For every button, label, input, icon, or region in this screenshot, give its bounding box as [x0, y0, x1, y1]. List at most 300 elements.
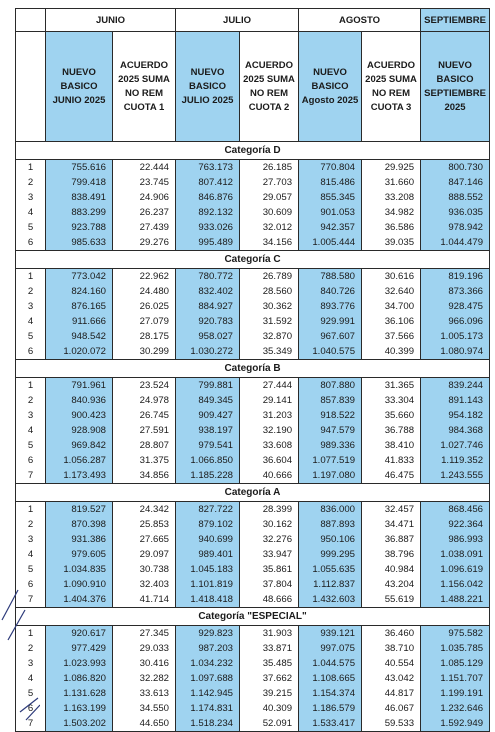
- level-cell: 4: [16, 423, 46, 438]
- amount-cell: 1.034.835: [46, 562, 113, 577]
- amount-cell: 27.345: [113, 626, 176, 642]
- col-nuevo-basico-junio: NUEVO BASICO JUNIO 2025: [46, 32, 113, 142]
- table-row: [16, 205, 490, 220]
- amount-cell: 24.342: [113, 502, 176, 518]
- amount-cell: 29.057: [240, 190, 299, 205]
- amount-cell: 39.215: [240, 686, 299, 701]
- amount-cell: 35.660: [362, 408, 421, 423]
- amount-cell: 33.871: [240, 641, 299, 656]
- amount-cell: 28.175: [113, 329, 176, 344]
- amount-cell: 958.027: [176, 329, 240, 344]
- table-row: [16, 329, 490, 344]
- amount-cell: 40.399: [362, 344, 421, 360]
- amount-cell: 849.345: [176, 393, 240, 408]
- level-cell: 4: [16, 314, 46, 329]
- table-row: [16, 160, 490, 176]
- amount-cell: 1.173.493: [46, 468, 113, 484]
- amount-cell: 32.403: [113, 577, 176, 592]
- amount-cell: 30.616: [362, 269, 421, 285]
- amount-cell: 34.700: [362, 299, 421, 314]
- table-row: [16, 284, 490, 299]
- amount-cell: 929.991: [299, 314, 362, 329]
- amount-cell: 900.423: [46, 408, 113, 423]
- amount-cell: 807.412: [176, 175, 240, 190]
- amount-cell: 59.533: [362, 716, 421, 732]
- table-row: [16, 269, 490, 285]
- table-row: [16, 577, 490, 592]
- amount-cell: 888.552: [421, 190, 490, 205]
- amount-cell: 984.368: [421, 423, 490, 438]
- amount-cell: 36.106: [362, 314, 421, 329]
- amount-cell: 1.185.228: [176, 468, 240, 484]
- amount-cell: 997.075: [299, 641, 362, 656]
- amount-cell: 48.666: [240, 592, 299, 608]
- table-row: [16, 532, 490, 547]
- col-acuerdo-cuota-3: ACUERDO 2025 SUMA NO REM CUOTA 3: [362, 32, 421, 142]
- amount-cell: 799.881: [176, 378, 240, 394]
- level-cell: 2: [16, 175, 46, 190]
- amount-cell: 31.592: [240, 314, 299, 329]
- amount-cell: 1.418.418: [176, 592, 240, 608]
- amount-cell: 920.783: [176, 314, 240, 329]
- level-cell: 3: [16, 190, 46, 205]
- amount-cell: 24.906: [113, 190, 176, 205]
- table-row: [16, 453, 490, 468]
- amount-cell: 28.807: [113, 438, 176, 453]
- amount-cell: 887.893: [299, 517, 362, 532]
- table-row: [16, 592, 490, 608]
- amount-cell: 879.102: [176, 517, 240, 532]
- amount-cell: 40.554: [362, 656, 421, 671]
- amount-cell: 29.141: [240, 393, 299, 408]
- amount-cell: 30.362: [240, 299, 299, 314]
- amount-cell: 30.609: [240, 205, 299, 220]
- amount-cell: 41.714: [113, 592, 176, 608]
- amount-cell: 33.304: [362, 393, 421, 408]
- amount-cell: 1.044.575: [299, 656, 362, 671]
- category-title: Categoría D: [16, 142, 490, 160]
- amount-cell: 855.345: [299, 190, 362, 205]
- amount-cell: 1.034.232: [176, 656, 240, 671]
- amount-cell: 948.542: [46, 329, 113, 344]
- amount-cell: 24.978: [113, 393, 176, 408]
- amount-cell: 1.151.707: [421, 671, 490, 686]
- amount-cell: 1.045.183: [176, 562, 240, 577]
- amount-cell: 29.097: [113, 547, 176, 562]
- amount-cell: 34.550: [113, 701, 176, 716]
- col-nuevo-basico-septiembre: NUEVO BASICO SEPTIEMBRE 2025: [421, 32, 490, 142]
- amount-cell: 44.817: [362, 686, 421, 701]
- amount-cell: 819.527: [46, 502, 113, 518]
- amount-cell: 33.613: [113, 686, 176, 701]
- amount-cell: 40.666: [240, 468, 299, 484]
- table-row: [16, 701, 490, 716]
- amount-cell: 31.203: [240, 408, 299, 423]
- amount-cell: 36.887: [362, 532, 421, 547]
- amount-cell: 892.132: [176, 205, 240, 220]
- amount-cell: 807.880: [299, 378, 362, 394]
- amount-cell: 950.106: [299, 532, 362, 547]
- amount-cell: 22.444: [113, 160, 176, 176]
- amount-cell: 942.357: [299, 220, 362, 235]
- amount-cell: 52.091: [240, 716, 299, 732]
- amount-cell: 27.079: [113, 314, 176, 329]
- amount-cell: 1.077.519: [299, 453, 362, 468]
- amount-cell: 791.961: [46, 378, 113, 394]
- amount-cell: 32.457: [362, 502, 421, 518]
- level-cell: 1: [16, 269, 46, 285]
- amount-cell: 975.582: [421, 626, 490, 642]
- amount-cell: 1.023.993: [46, 656, 113, 671]
- amount-cell: 1.097.688: [176, 671, 240, 686]
- level-cell: 2: [16, 517, 46, 532]
- amount-cell: 1.432.603: [299, 592, 362, 608]
- amount-cell: 969.842: [46, 438, 113, 453]
- table-row: [16, 175, 490, 190]
- level-cell: 6: [16, 235, 46, 251]
- level-cell: 7: [16, 468, 46, 484]
- table-row: [16, 626, 490, 642]
- level-cell: 3: [16, 532, 46, 547]
- amount-cell: 1.005.444: [299, 235, 362, 251]
- amount-cell: 35.485: [240, 656, 299, 671]
- amount-cell: 38.796: [362, 547, 421, 562]
- amount-cell: 967.607: [299, 329, 362, 344]
- table-row: [16, 468, 490, 484]
- amount-cell: 1.131.628: [46, 686, 113, 701]
- amount-cell: 989.401: [176, 547, 240, 562]
- table-row: [16, 378, 490, 394]
- amount-cell: 773.042: [46, 269, 113, 285]
- amount-cell: 24.480: [113, 284, 176, 299]
- amount-cell: 868.456: [421, 502, 490, 518]
- amount-cell: 32.282: [113, 671, 176, 686]
- amount-cell: 41.833: [362, 453, 421, 468]
- amount-cell: 38.710: [362, 641, 421, 656]
- amount-cell: 936.035: [421, 205, 490, 220]
- amount-cell: 34.856: [113, 468, 176, 484]
- col-acuerdo-cuota-2: ACUERDO 2025 SUMA NO REM CUOTA 2: [240, 32, 299, 142]
- amount-cell: 857.839: [299, 393, 362, 408]
- amount-cell: 34.156: [240, 235, 299, 251]
- amount-cell: 922.364: [421, 517, 490, 532]
- amount-cell: 1.040.575: [299, 344, 362, 360]
- amount-cell: 989.336: [299, 438, 362, 453]
- table-row: [16, 438, 490, 453]
- amount-cell: 29.276: [113, 235, 176, 251]
- amount-cell: 1.055.635: [299, 562, 362, 577]
- amount-cell: 1.108.665: [299, 671, 362, 686]
- amount-cell: 819.196: [421, 269, 490, 285]
- amount-cell: 32.276: [240, 532, 299, 547]
- amount-cell: 979.605: [46, 547, 113, 562]
- amount-cell: 838.491: [46, 190, 113, 205]
- col-nuevo-basico-agosto: NUEVO BASICO Agosto 2025: [299, 32, 362, 142]
- category-title: Categoría "ESPECIAL": [16, 608, 490, 626]
- amount-cell: 978.942: [421, 220, 490, 235]
- amount-cell: 1.404.376: [46, 592, 113, 608]
- level-cell: 1: [16, 378, 46, 394]
- amount-cell: 31.660: [362, 175, 421, 190]
- month-agosto: AGOSTO: [299, 9, 421, 32]
- amount-cell: 33.208: [362, 190, 421, 205]
- amount-cell: 34.471: [362, 517, 421, 532]
- amount-cell: 30.416: [113, 656, 176, 671]
- table-row: [16, 686, 490, 701]
- amount-cell: 37.662: [240, 671, 299, 686]
- amount-cell: 909.427: [176, 408, 240, 423]
- amount-cell: 928.908: [46, 423, 113, 438]
- category-header: [16, 142, 490, 160]
- table-row: [16, 423, 490, 438]
- amount-cell: 37.804: [240, 577, 299, 592]
- amount-cell: 928.475: [421, 299, 490, 314]
- amount-cell: 799.418: [46, 175, 113, 190]
- month-septiembre: SEPTIEMBRE: [421, 9, 490, 32]
- amount-cell: 23.524: [113, 378, 176, 394]
- amount-cell: 28.560: [240, 284, 299, 299]
- amount-cell: 1.112.837: [299, 577, 362, 592]
- amount-cell: 815.486: [299, 175, 362, 190]
- amount-cell: 36.460: [362, 626, 421, 642]
- level-cell: 3: [16, 656, 46, 671]
- amount-cell: 33.608: [240, 438, 299, 453]
- level-cell: 5: [16, 438, 46, 453]
- level-cell: 5: [16, 686, 46, 701]
- amount-cell: 26.237: [113, 205, 176, 220]
- amount-cell: 755.616: [46, 160, 113, 176]
- amount-cell: 893.776: [299, 299, 362, 314]
- amount-cell: 840.726: [299, 284, 362, 299]
- amount-cell: 923.788: [46, 220, 113, 235]
- amount-cell: 23.745: [113, 175, 176, 190]
- amount-cell: 27.591: [113, 423, 176, 438]
- level-cell: 2: [16, 641, 46, 656]
- amount-cell: 938.197: [176, 423, 240, 438]
- amount-cell: 827.722: [176, 502, 240, 518]
- amount-cell: 36.788: [362, 423, 421, 438]
- table-row: [16, 716, 490, 732]
- category-header: [16, 360, 490, 378]
- amount-cell: 1.020.072: [46, 344, 113, 360]
- amount-cell: 32.640: [362, 284, 421, 299]
- amount-cell: 43.042: [362, 671, 421, 686]
- amount-cell: 931.386: [46, 532, 113, 547]
- amount-cell: 901.053: [299, 205, 362, 220]
- table-row: [16, 220, 490, 235]
- amount-cell: 22.962: [113, 269, 176, 285]
- amount-cell: 1.197.080: [299, 468, 362, 484]
- amount-cell: 918.522: [299, 408, 362, 423]
- salary-table: [15, 8, 490, 732]
- level-cell: 1: [16, 502, 46, 518]
- amount-cell: 839.244: [421, 378, 490, 394]
- amount-cell: 770.804: [299, 160, 362, 176]
- level-cell: 2: [16, 393, 46, 408]
- amount-cell: 25.853: [113, 517, 176, 532]
- amount-cell: 836.000: [299, 502, 362, 518]
- amount-cell: 1.090.910: [46, 577, 113, 592]
- amount-cell: 1.154.374: [299, 686, 362, 701]
- table-row: [16, 562, 490, 577]
- table-row: [16, 344, 490, 360]
- amount-cell: 977.429: [46, 641, 113, 656]
- amount-cell: 1.066.850: [176, 453, 240, 468]
- amount-cell: 1.518.234: [176, 716, 240, 732]
- amount-cell: 27.444: [240, 378, 299, 394]
- amount-cell: 26.025: [113, 299, 176, 314]
- amount-cell: 28.399: [240, 502, 299, 518]
- amount-cell: 1.005.173: [421, 329, 490, 344]
- amount-cell: 1.174.831: [176, 701, 240, 716]
- amount-cell: 35.349: [240, 344, 299, 360]
- amount-cell: 1.027.746: [421, 438, 490, 453]
- level-cell: 1: [16, 626, 46, 642]
- amount-cell: 32.870: [240, 329, 299, 344]
- category-header: [16, 251, 490, 269]
- amount-cell: 1.030.272: [176, 344, 240, 360]
- level-cell: 1: [16, 160, 46, 176]
- amount-cell: 1.163.199: [46, 701, 113, 716]
- amount-cell: 1.186.579: [299, 701, 362, 716]
- amount-cell: 800.730: [421, 160, 490, 176]
- amount-cell: 30.162: [240, 517, 299, 532]
- amount-cell: 31.375: [113, 453, 176, 468]
- amount-cell: 35.861: [240, 562, 299, 577]
- amount-cell: 26.745: [113, 408, 176, 423]
- amount-cell: 873.366: [421, 284, 490, 299]
- amount-cell: 36.586: [362, 220, 421, 235]
- amount-cell: 954.182: [421, 408, 490, 423]
- level-cell: 6: [16, 344, 46, 360]
- amount-cell: 44.650: [113, 716, 176, 732]
- amount-cell: 31.903: [240, 626, 299, 642]
- amount-cell: 30.738: [113, 562, 176, 577]
- month-header-row: [16, 9, 490, 32]
- level-cell: 2: [16, 284, 46, 299]
- category-title: Categoría B: [16, 360, 490, 378]
- amount-cell: 34.982: [362, 205, 421, 220]
- corner-cell: [16, 9, 46, 32]
- amount-cell: 1.044.479: [421, 235, 490, 251]
- amount-cell: 40.984: [362, 562, 421, 577]
- amount-cell: 911.666: [46, 314, 113, 329]
- amount-cell: 1.488.221: [421, 592, 490, 608]
- amount-cell: 933.026: [176, 220, 240, 235]
- category-header: [16, 484, 490, 502]
- amount-cell: 1.038.091: [421, 547, 490, 562]
- amount-cell: 870.398: [46, 517, 113, 532]
- amount-cell: 1.156.042: [421, 577, 490, 592]
- amount-cell: 940.699: [176, 532, 240, 547]
- amount-cell: 1.232.646: [421, 701, 490, 716]
- amount-cell: 847.146: [421, 175, 490, 190]
- amount-cell: 32.190: [240, 423, 299, 438]
- table-row: [16, 517, 490, 532]
- amount-cell: 846.876: [176, 190, 240, 205]
- level-cell: 7: [16, 716, 46, 732]
- amount-cell: 1.086.820: [46, 671, 113, 686]
- amount-cell: 33.947: [240, 547, 299, 562]
- amount-cell: 986.993: [421, 532, 490, 547]
- amount-cell: 884.927: [176, 299, 240, 314]
- col-nuevo-basico-julio: NUEVO BASICO JULIO 2025: [176, 32, 240, 142]
- table-row: [16, 299, 490, 314]
- amount-cell: 36.604: [240, 453, 299, 468]
- table-row: [16, 502, 490, 518]
- level-cell: 4: [16, 547, 46, 562]
- amount-cell: 891.143: [421, 393, 490, 408]
- amount-cell: 1.243.555: [421, 468, 490, 484]
- amount-cell: 929.823: [176, 626, 240, 642]
- amount-cell: 1.503.202: [46, 716, 113, 732]
- level-cell: 7: [16, 592, 46, 608]
- amount-cell: 985.633: [46, 235, 113, 251]
- amount-cell: 46.067: [362, 701, 421, 716]
- category-title: Categoría A: [16, 484, 490, 502]
- amount-cell: 29.033: [113, 641, 176, 656]
- amount-cell: 832.402: [176, 284, 240, 299]
- level-cell: 6: [16, 453, 46, 468]
- month-junio: JUNIO: [46, 9, 176, 32]
- amount-cell: 999.295: [299, 547, 362, 562]
- category-header: [16, 608, 490, 626]
- level-cell: 6: [16, 701, 46, 716]
- amount-cell: 920.617: [46, 626, 113, 642]
- table-row: [16, 656, 490, 671]
- table-row: [16, 547, 490, 562]
- amount-cell: 27.703: [240, 175, 299, 190]
- level-cell: 6: [16, 577, 46, 592]
- amount-cell: 1.533.417: [299, 716, 362, 732]
- amount-cell: 26.185: [240, 160, 299, 176]
- level-cell: 5: [16, 220, 46, 235]
- amount-cell: 37.566: [362, 329, 421, 344]
- amount-cell: 876.165: [46, 299, 113, 314]
- amount-cell: 30.299: [113, 344, 176, 360]
- amount-cell: 939.121: [299, 626, 362, 642]
- amount-cell: 55.619: [362, 592, 421, 608]
- table-row: [16, 393, 490, 408]
- amount-cell: 1.056.287: [46, 453, 113, 468]
- corner-cell-2: [16, 32, 46, 142]
- amount-cell: 29.925: [362, 160, 421, 176]
- table-row: [16, 641, 490, 656]
- category-title: Categoría C: [16, 251, 490, 269]
- level-cell: 3: [16, 408, 46, 423]
- table-row: [16, 408, 490, 423]
- amount-cell: 40.309: [240, 701, 299, 716]
- handwritten-signature: [0, 580, 40, 723]
- amount-cell: 46.475: [362, 468, 421, 484]
- table-row: [16, 190, 490, 205]
- amount-cell: 824.160: [46, 284, 113, 299]
- amount-cell: 883.299: [46, 205, 113, 220]
- amount-cell: 27.665: [113, 532, 176, 547]
- amount-cell: 763.173: [176, 160, 240, 176]
- table-row: [16, 235, 490, 251]
- salary-table-sheet: [15, 8, 490, 732]
- amount-cell: 1.199.191: [421, 686, 490, 701]
- amount-cell: 947.579: [299, 423, 362, 438]
- amount-cell: 27.439: [113, 220, 176, 235]
- level-cell: 4: [16, 205, 46, 220]
- amount-cell: 43.204: [362, 577, 421, 592]
- amount-cell: 840.936: [46, 393, 113, 408]
- amount-cell: 995.489: [176, 235, 240, 251]
- amount-cell: 966.096: [421, 314, 490, 329]
- amount-cell: 1.592.949: [421, 716, 490, 732]
